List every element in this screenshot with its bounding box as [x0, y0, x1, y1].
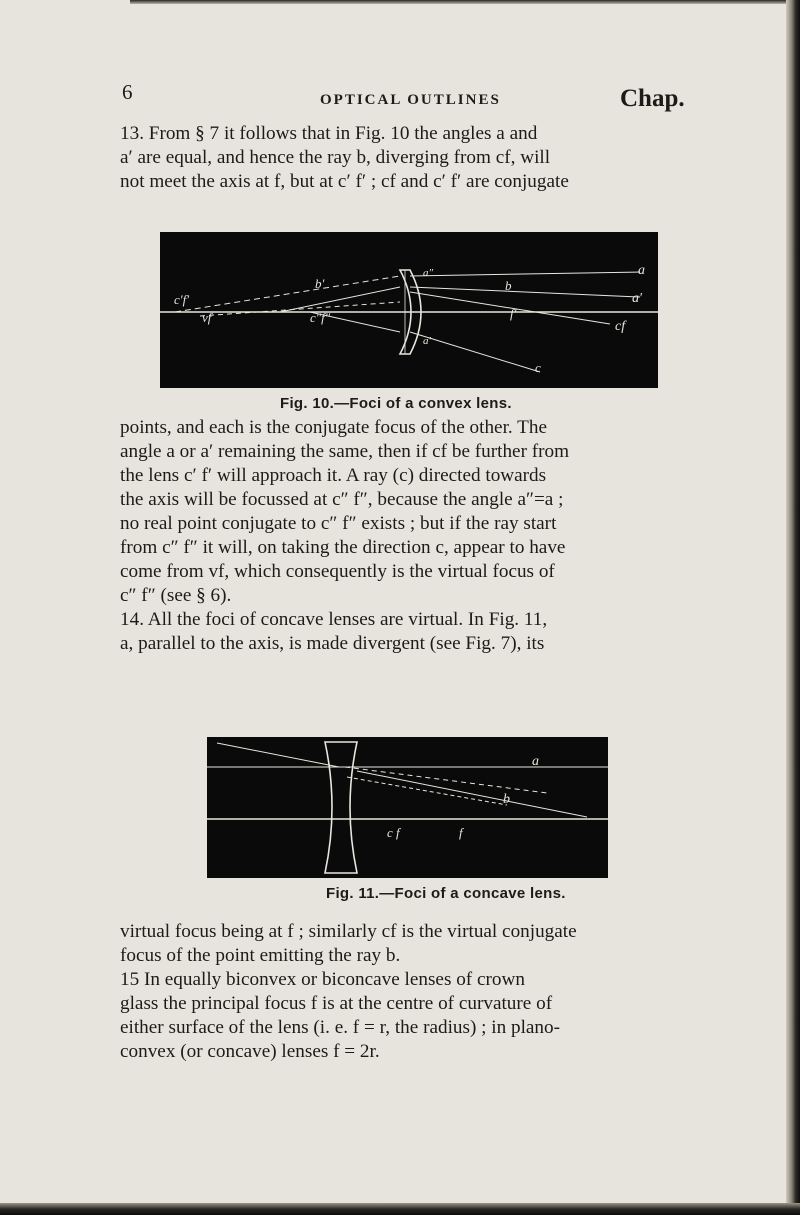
- page-top-shadow: [130, 0, 800, 4]
- text-line: points, and each is the conjugate focus of the other. The: [120, 417, 547, 438]
- page-header: [0, 80, 790, 120]
- label-a-prime: a′: [632, 291, 643, 306]
- text-line: convex (or concave) lenses f = 2r.: [120, 1041, 380, 1062]
- text-line: glass the principal focus f is at the centre of curvature of: [120, 993, 553, 1014]
- label-f: f: [459, 825, 463, 840]
- label-b-prime: b′: [315, 276, 325, 291]
- label-a-double-prime: a″: [423, 267, 434, 279]
- label-b: b: [503, 792, 510, 807]
- running-head: OPTICAL OUTLINES: [320, 92, 501, 108]
- ray-incoming: [217, 743, 339, 767]
- text-line: either surface of the lens (i. e. f = r, the radius) ; in plano-: [120, 1017, 561, 1038]
- text-line: 14. All the foci of concave lenses are virtual. In Fig. 11,: [120, 609, 548, 630]
- figure-11-concave-lens: [207, 737, 608, 878]
- label-cf: c f: [387, 825, 400, 840]
- page-number: 6: [122, 80, 133, 104]
- chapter-label: Chap.: [620, 85, 685, 112]
- ray-a-lower: [410, 287, 640, 297]
- label-c-prime-f-prime: c′f′: [174, 292, 190, 307]
- ray-b: [347, 777, 507, 805]
- text-line: 15 In equally biconvex or biconcave lenses of crown: [120, 969, 525, 990]
- label-f-prime: f′: [510, 306, 517, 321]
- label-a: a: [638, 263, 645, 278]
- label-a: a: [532, 754, 539, 769]
- text-line: come from vf, which consequently is the virtual focus of: [120, 561, 555, 582]
- label-c: c: [535, 360, 541, 375]
- label-b: b: [505, 278, 512, 293]
- text-line: not meet the axis at f, but at c′ f′ ; cf and c′ f′ are conjugate: [120, 171, 569, 192]
- text-line: focus of the point emitting the ray b.: [120, 945, 401, 966]
- text-line: a, parallel to the axis, is made divergent (see Fig. 7), its: [120, 633, 545, 654]
- ray-a: [410, 272, 640, 276]
- page-bottom-shadow: [0, 1203, 800, 1215]
- figure-10-convex-lens: [160, 232, 658, 388]
- text-line: c″ f″ (see § 6).: [120, 585, 232, 606]
- paragraph-14-15: [120, 920, 710, 1064]
- paragraph-13-continued: [120, 416, 710, 656]
- text-line: 13. From § 7 it follows that in Fig. 10 the angles a and: [120, 123, 538, 144]
- figure-11-diagram: [207, 737, 608, 878]
- ray-vf: [200, 302, 400, 316]
- ray-incoming: [280, 287, 400, 312]
- text-line: virtual focus being at f ; similarly cf is the virtual conjugate: [120, 921, 577, 942]
- paragraph-13: [120, 122, 710, 194]
- text-line: a′ are equal, and hence the ray b, diverging from cf, will: [120, 147, 551, 168]
- figure-11-caption: Fig. 11.—Foci of a concave lens.: [326, 885, 566, 902]
- label-vf: vf: [202, 310, 212, 325]
- text-line: the lens c′ f′ will approach it. A ray (c) directed towards: [120, 465, 547, 486]
- text-line: no real point conjugate to c″ f″ exists ; but if the ray start: [120, 513, 557, 534]
- page-binding-shadow: [786, 0, 800, 1215]
- figure-10-diagram: [160, 232, 658, 388]
- label-c-double-prime-f-double-prime: c″f″: [310, 310, 331, 325]
- concave-lens: [325, 742, 357, 873]
- ray-b-out: [357, 771, 587, 817]
- label-cf: cf: [615, 319, 626, 334]
- text-line: angle a or a′ remaining the same, then if cf be further from: [120, 441, 570, 462]
- text-line: the axis will be focussed at c″ f″, because the angle a″=a ;: [120, 489, 564, 510]
- text-line: from c″ f″ it will, on taking the direction c, appear to have: [120, 537, 566, 558]
- label-a-prime-lower: a′: [423, 335, 431, 347]
- figure-10-caption: Fig. 10.—Foci of a convex lens.: [280, 395, 512, 412]
